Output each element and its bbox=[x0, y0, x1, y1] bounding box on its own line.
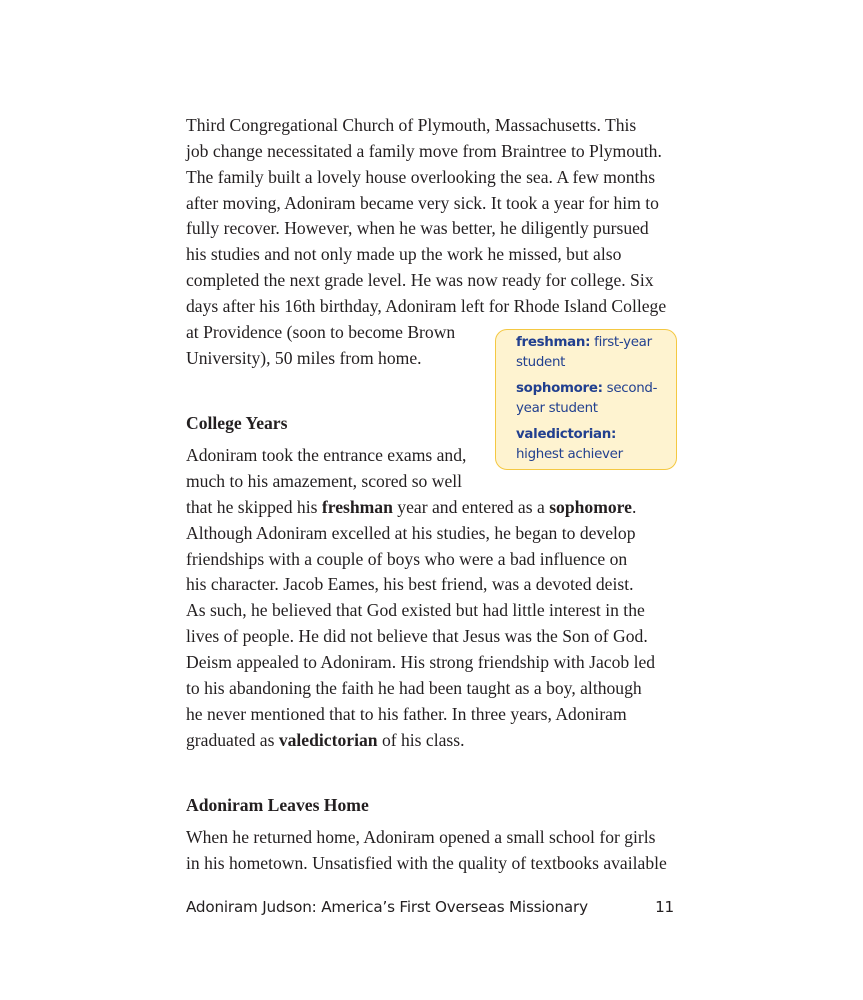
body-line: in his hometown. Unsatisfied with the quality of textbooks available bbox=[186, 853, 667, 873]
body-line: his character. Jacob Eames, his best friend, was a devoted deist. bbox=[186, 574, 634, 594]
body-line: much to his amazement, scored so well bbox=[186, 471, 463, 491]
body-line: University), 50 miles from home. bbox=[186, 348, 422, 368]
body-line: to his abandoning the faith he had been taught as a boy, although bbox=[186, 678, 642, 698]
glossary-term: freshman: bbox=[516, 335, 591, 350]
page-footer bbox=[186, 898, 676, 916]
text: of his class. bbox=[377, 730, 465, 750]
body-line: days after his 16th birthday, Adoniram left for Rhode Island College bbox=[186, 296, 667, 316]
glossary-box bbox=[495, 329, 677, 470]
body-line: Deism appealed to Adoniram. His strong friendship with Jacob led bbox=[186, 652, 656, 672]
body-line: friendships with a couple of boys who were a bad influence on bbox=[186, 549, 628, 569]
body-line: fully recover. However, when he was better, he diligently pursued bbox=[186, 218, 649, 238]
body-line: As such, he believed that God existed but had little interest in the bbox=[186, 600, 645, 620]
body-line: lives of people. He did not believe that Jesus was the Son of God. bbox=[186, 626, 648, 646]
body-line: he never mentioned that to his father. In three years, Adoniram bbox=[186, 704, 627, 724]
glossary-term: valedictorian: bbox=[516, 427, 617, 442]
body-line: Although Adoniram excelled at his studies, he began to develop bbox=[186, 523, 636, 543]
body-line: at Providence (soon to become Brown bbox=[186, 322, 456, 342]
term-sophomore: sophomore bbox=[549, 497, 632, 517]
section-heading-college: College Years bbox=[186, 413, 288, 433]
section-heading-leaves: Adoniram Leaves Home bbox=[186, 795, 369, 815]
glossary-term: sophomore: bbox=[516, 381, 603, 396]
glossary-entry bbox=[516, 333, 666, 373]
body-line: after moving, Adoniram became very sick. It took a year for him to bbox=[186, 193, 659, 213]
page-number: 11 bbox=[655, 898, 674, 916]
body-line: his studies and not only made up the work he missed, but also bbox=[186, 244, 622, 264]
footer-title: Adoniram Judson: America’s First Overseas Missionary bbox=[186, 898, 588, 916]
glossary-definition: highest achiever bbox=[516, 447, 623, 462]
body-line bbox=[186, 727, 465, 753]
term-freshman: freshman bbox=[321, 497, 393, 517]
body-line: Adoniram took the entrance exams and, bbox=[186, 445, 467, 465]
glossary-entry bbox=[516, 425, 666, 465]
glossary-definition: second-year student bbox=[516, 381, 658, 416]
term-valedictorian: valedictorian bbox=[278, 730, 378, 750]
text: that he skipped his bbox=[186, 497, 322, 517]
body-line: The family built a lovely house overlooking the sea. A few months bbox=[186, 167, 656, 187]
body-line: job change necessitated a family move from Braintree to Plymouth. bbox=[186, 141, 662, 161]
body-line: When he returned home, Adoniram opened a small school for girls bbox=[186, 827, 656, 847]
body-line: completed the next grade level. He was now ready for college. Six bbox=[186, 270, 654, 290]
glossary-entry bbox=[516, 379, 666, 419]
text: . bbox=[631, 497, 637, 517]
text: year and entered as a bbox=[392, 497, 550, 517]
text: graduated as bbox=[186, 730, 279, 750]
body-line bbox=[186, 494, 636, 520]
body-line: Third Congregational Church of Plymouth, Massachusetts. This bbox=[186, 115, 637, 135]
glossary-definition: first-year student bbox=[516, 335, 652, 370]
